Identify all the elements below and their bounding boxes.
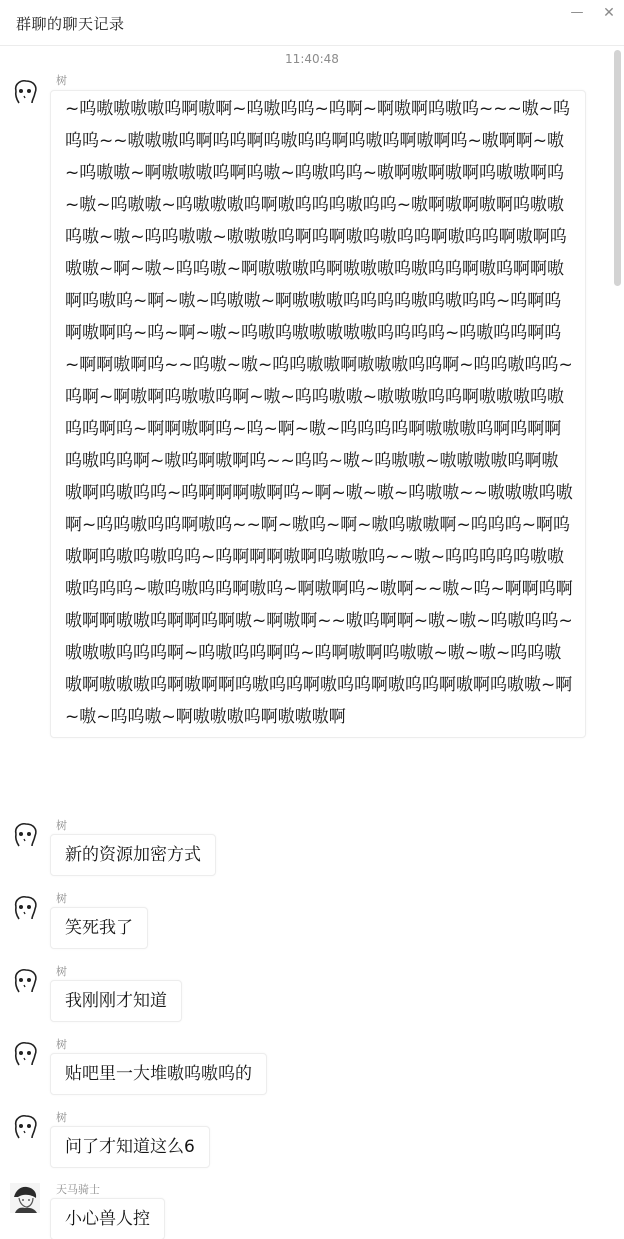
doodle-face-icon[interactable] xyxy=(10,78,40,108)
doodle-face-icon[interactable] xyxy=(10,1040,40,1070)
sketch-portrait-icon[interactable] xyxy=(10,1183,40,1213)
sender-name: 天马骑士 xyxy=(56,1183,100,1196)
minimize-icon[interactable]: — xyxy=(570,5,584,20)
window-title: 群聊的聊天记录 xyxy=(16,15,125,33)
sender-name: 树 xyxy=(56,1111,67,1124)
close-icon[interactable]: ✕ xyxy=(603,5,615,21)
message-bubble[interactable]: 贴吧里一大堆嗷呜嗷呜的 xyxy=(50,1053,267,1095)
doodle-face-icon[interactable] xyxy=(10,1113,40,1143)
sender-name: 树 xyxy=(56,965,67,978)
sender-name: 树 xyxy=(56,819,67,832)
message-bubble[interactable]: 小心兽人控 xyxy=(50,1198,165,1239)
doodle-face-icon[interactable] xyxy=(10,894,40,924)
message-bubble[interactable]: ~呜嗷嗷嗷嗷呜啊嗷啊~呜嗷呜呜~呜啊~啊嗷啊呜嗷呜~~~嗷~呜呜呜~~嗷嗷嗷呜啊呜呜啊呜嗷呜呜啊呜嗷呜啊嗷啊呜~嗷啊啊~嗷~呜嗷嗷~啊嗷嗷嗷呜啊呜嗷~呜嗷呜呜~嗷啊嗷啊嗷啊呜嗷嗷啊呜~嗷~呜嗷嗷~呜嗷嗷嗷呜啊嗷呜呜呜嗷呜呜~嗷啊嗷啊嗷啊呜嗷嗷呜嗷~嗷~呜呜嗷嗷~嗷嗷嗷呜啊呜啊嗷呜嗷呜呜啊嗷呜呜啊嗷啊呜嗷嗷~啊~嗷~呜呜嗷~啊嗷嗷嗷呜啊嗷嗷嗷呜嗷呜呜啊嗷呜啊啊嗷啊呜嗷呜~啊~嗷~呜嗷嗷~啊嗷嗷嗷呜呜呜呜嗷呜嗷呜呜~呜啊呜啊嗷啊呜~呜~啊~嗷~呜嗷呜嗷嗷嗷嗷嗷呜呜呜呜~呜嗷呜呜啊呜~啊啊嗷啊呜~~呜嗷~嗷~呜呜嗷嗷啊嗷嗷嗷呜呜啊~呜呜嗷呜呜~呜啊~啊嗷啊呜嗷嗷呜啊~嗷~呜呜嗷嗷~嗷嗷嗷呜呜啊嗷嗷嗷呜嗷呜呜啊呜~啊啊嗷啊呜~呜~啊~嗷~呜呜呜呜啊嗷嗷嗷呜啊呜啊啊呜嗷呜呜啊~嗷呜啊嗷啊呜~~呜呜~嗷~呜嗷嗷~嗷嗷嗷嗷呜啊嗷嗷啊呜嗷呜呜~呜啊啊啊嗷啊呜~啊~嗷~嗷~呜嗷嗷~~嗷嗷嗷呜嗷啊~呜呜嗷呜呜啊嗷呜~~啊~嗷呜~啊~嗷呜嗷嗷啊~呜呜呜~啊呜嗷啊呜嗷呜嗷呜呜~呜啊啊啊嗷啊呜嗷嗷呜~~嗷~呜呜呜呜呜嗷嗷嗷呜呜呜~嗷呜嗷呜呜啊嗷呜~啊嗷啊呜~嗷啊~~嗷~呜~啊啊呜啊嗷啊啊嗷嗷呜啊啊呜啊嗷~啊嗷啊~~嗷呜啊啊~嗷~嗷~呜嗷呜呜~嗷嗷嗷呜呜呜啊~呜嗷呜呜啊呜~呜啊嗷啊呜嗷嗷~嗷~嗷~呜呜嗷嗷啊嗷嗷嗷呜啊嗷啊啊呜嗷呜呜啊嗷呜呜啊嗷呜呜啊嗷啊呜嗷嗷~啊~嗷~呜呜嗷~啊嗷嗷嗷呜啊嗷嗷嗷啊 xyxy=(50,90,586,738)
scrollbar-thumb[interactable] xyxy=(614,50,621,286)
doodle-face-icon[interactable] xyxy=(10,967,40,997)
doodle-face-icon[interactable] xyxy=(10,821,40,851)
message-bubble[interactable]: 新的资源加密方式 xyxy=(50,834,216,876)
scrollbar-track[interactable] xyxy=(612,48,622,1239)
title-bar xyxy=(0,0,624,46)
sender-name: 树 xyxy=(56,74,67,87)
sender-name: 树 xyxy=(56,1038,67,1051)
message-bubble[interactable]: 笑死我了 xyxy=(50,907,148,949)
message-timestamp: 11:40:48 xyxy=(285,52,339,66)
message-bubble[interactable]: 问了才知道这么6 xyxy=(50,1126,210,1168)
message-bubble[interactable]: 我刚刚才知道 xyxy=(50,980,182,1022)
sender-name: 树 xyxy=(56,892,67,905)
